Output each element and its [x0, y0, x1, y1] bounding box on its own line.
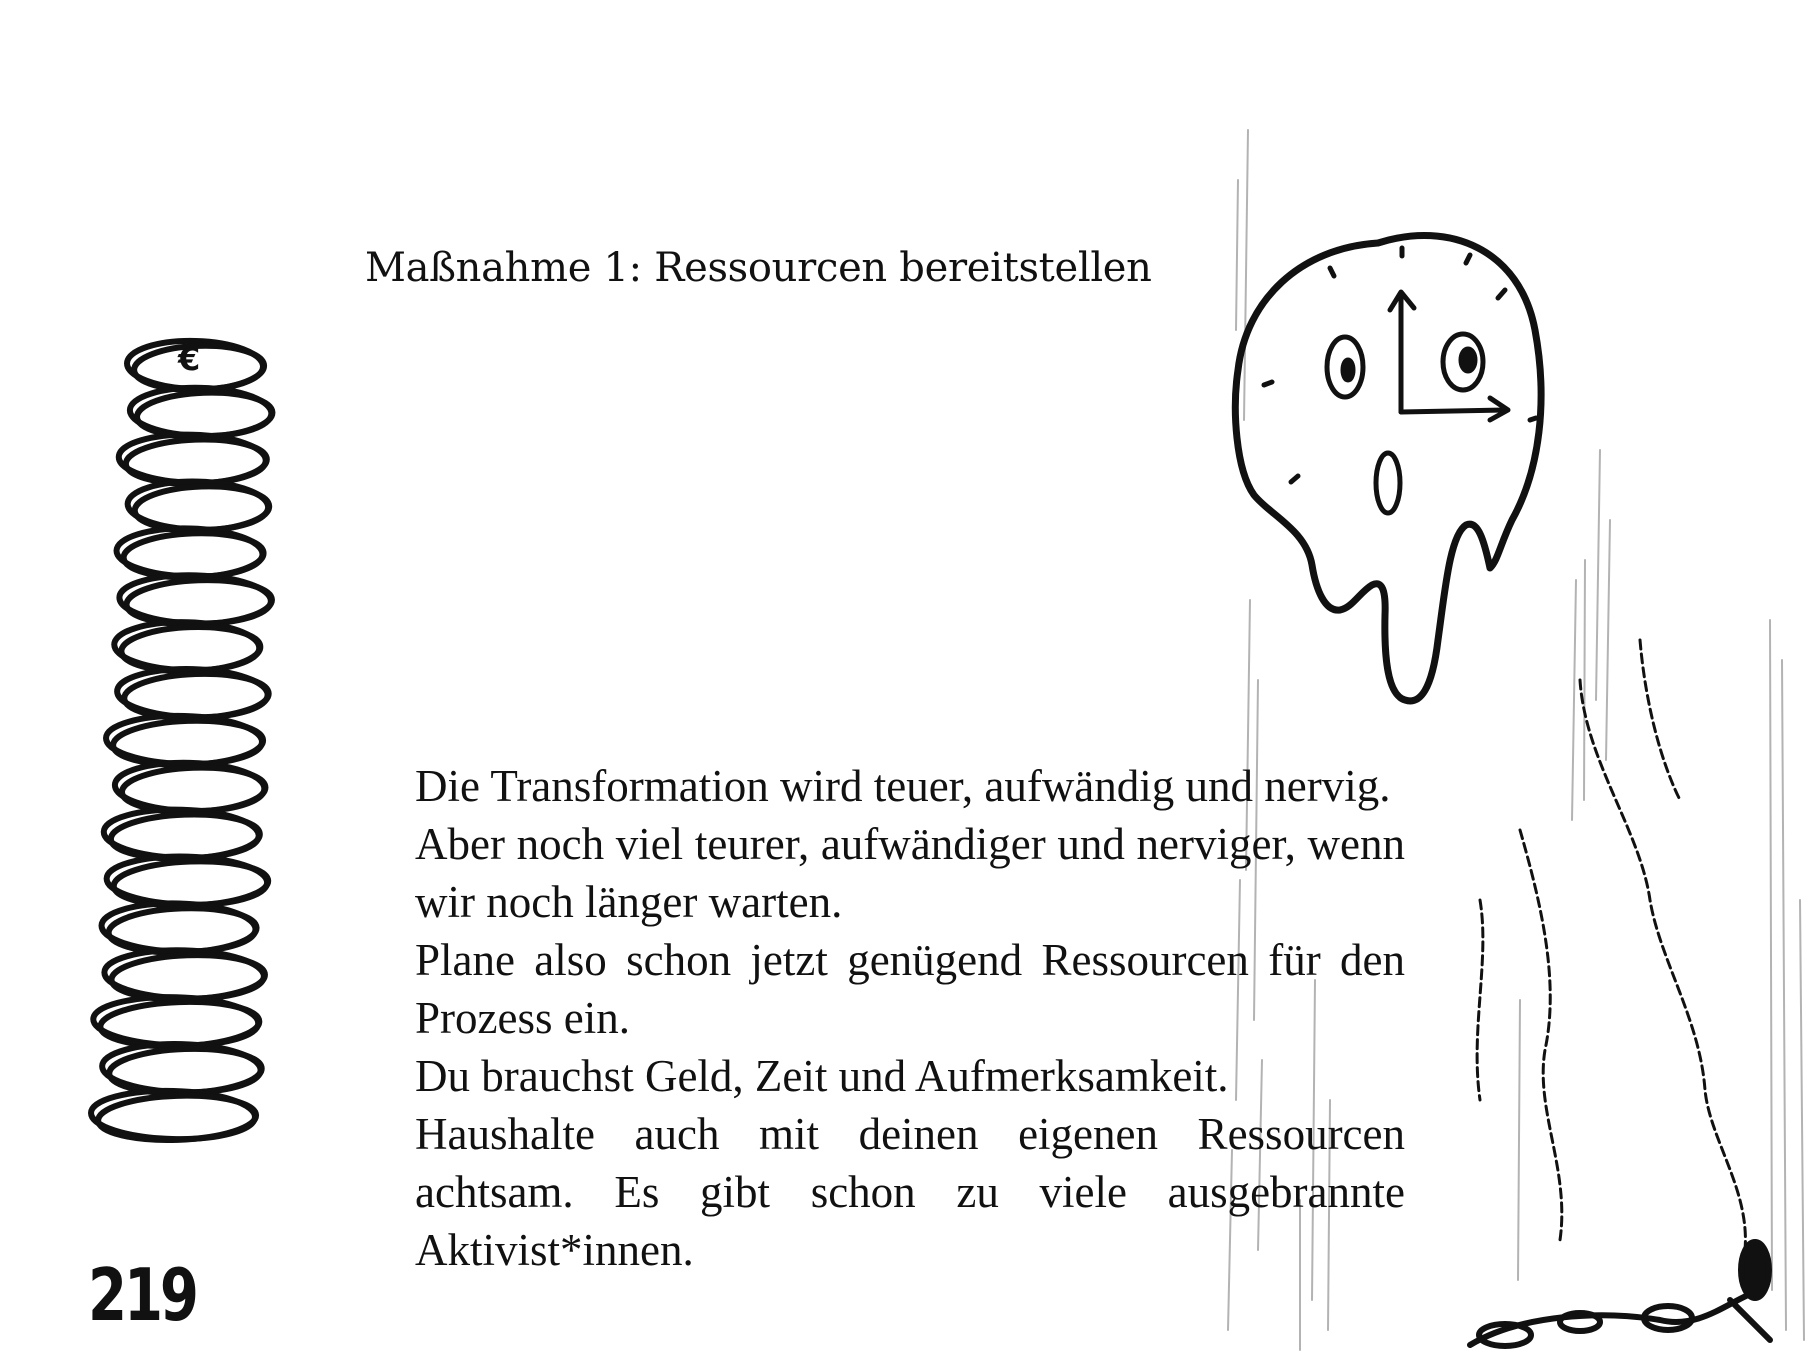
coin-euro-symbol: €	[178, 340, 201, 378]
paragraph-3: Plane also schon jetzt genügend Ressourcen für den Prozess ein.	[415, 935, 1405, 1043]
paragraph-1: Die Transformation wird teuer, aufwändig und nervig.	[415, 761, 1391, 811]
clock-details	[1264, 248, 1536, 513]
body-text	[415, 757, 1405, 1279]
section-heading: Maßnahme 1: Ressourcen bereitstellen	[365, 245, 1152, 291]
paragraph-2: Aber noch viel teurer, aufwändiger und nerviger, wenn wir noch länger warten.	[415, 819, 1405, 927]
fire-base	[1470, 1242, 1770, 1346]
paragraph-5: Haushalte auch mit deinen eigenen Ressourcen achtsam. Es gibt schon zu viele ausgebrannte Aktivist*innen.	[415, 1109, 1405, 1275]
flame-icon	[1477, 640, 1745, 1250]
paragraph-4: Du brauchst Geld, Zeit und Aufmerksamkeit.	[415, 1051, 1229, 1101]
melting-clock	[1235, 235, 1541, 700]
page-number: 219	[88, 1253, 196, 1337]
